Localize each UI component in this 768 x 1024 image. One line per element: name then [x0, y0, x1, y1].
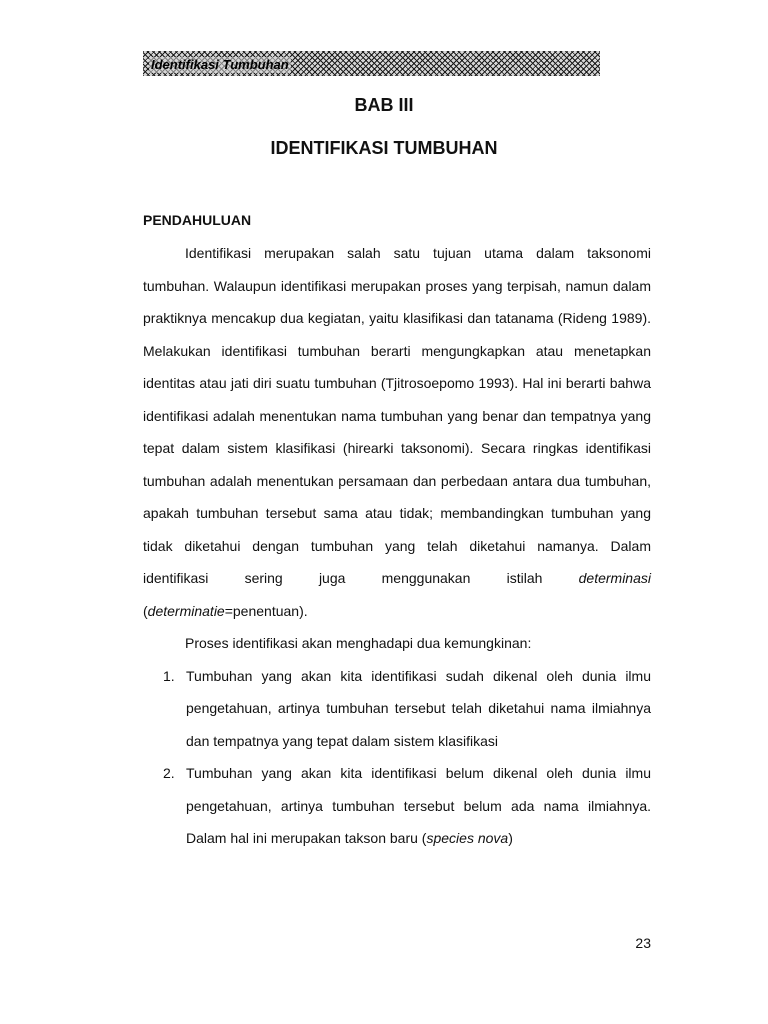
section-heading: PENDAHULUAN — [143, 212, 252, 228]
term-determinasi: determinasi — [578, 570, 651, 586]
running-header-band — [143, 51, 600, 76]
list-item-number: 2. — [163, 765, 175, 781]
paragraph-possibilities: Proses identifikasi akan menghadapi dua kemungkinan: — [185, 635, 532, 651]
term-species-nova: species nova — [426, 830, 509, 846]
body-text — [143, 237, 651, 855]
list-item — [143, 757, 651, 855]
paragraph-intro — [143, 237, 651, 627]
paragraph-intro-text: Identifikasi merupakan salah satu tujuan utama dalam taksonomi tumbuhan. Walaupun identifikasi merupakan proses yang terpisah, namun dalam praktiknya mencakup dua kegiatan, yaitu klasifikasi dan tatanama (Rideng 1989). Melakukan identifikasi tumbuhan berarti mengungkapkan atau menetapkan identitas atau jati diri suatu tumbuhan (Tjitrosoepomo 1993). Hal ini berarti bahwa identifikasi adalah menentukan nama tumbuhan yang benar dan tempatnya yang tepat dalam sistem klasifikasi (hirearki taksonomi). Secara ringkas identifikasi tumbuhan adalah menentukan persamaan dan perbedaan antara dua tumbuhan, apakah tumbuhan tersebut sama atau tidak; membandingkan tumbuhan yang tidak diketahui dengan tumbuhan yang telah diketahui namanya. Dalam identifikasi sering juga menggunakan istilah — [143, 245, 651, 586]
possibility-list — [143, 660, 651, 855]
paren-open: ( — [143, 602, 148, 619]
list-item — [143, 660, 651, 758]
list-item-closing: ) — [508, 830, 513, 846]
chapter-number: BAB III — [354, 95, 414, 115]
running-header: Identifikasi Tumbuhan — [151, 57, 289, 72]
page-number: 23 — [635, 935, 651, 951]
paragraph-intro-end: =penentuan). — [224, 602, 308, 619]
list-item-text: Tumbuhan yang akan kita identifikasi belum dikenal oleh dunia ilmu pengetahuan, artinya tumbuhan tersebut belum ada nama ilmiahnya. Dalam hal ini merupakan takson baru ( — [186, 765, 651, 846]
term-determinatie: determinatie — [147, 602, 225, 619]
list-item-number: 1. — [163, 667, 175, 684]
chapter-title: IDENTIFIKASI TUMBUHAN — [270, 138, 498, 158]
list-item-text: Tumbuhan yang akan kita identifikasi sudah dikenal oleh dunia ilmu pengetahuan, artinya tumbuhan tersebut telah diketahui nama ilmiahnya dan tempatnya yang tepat dalam sistem klasifikasi — [186, 667, 651, 749]
